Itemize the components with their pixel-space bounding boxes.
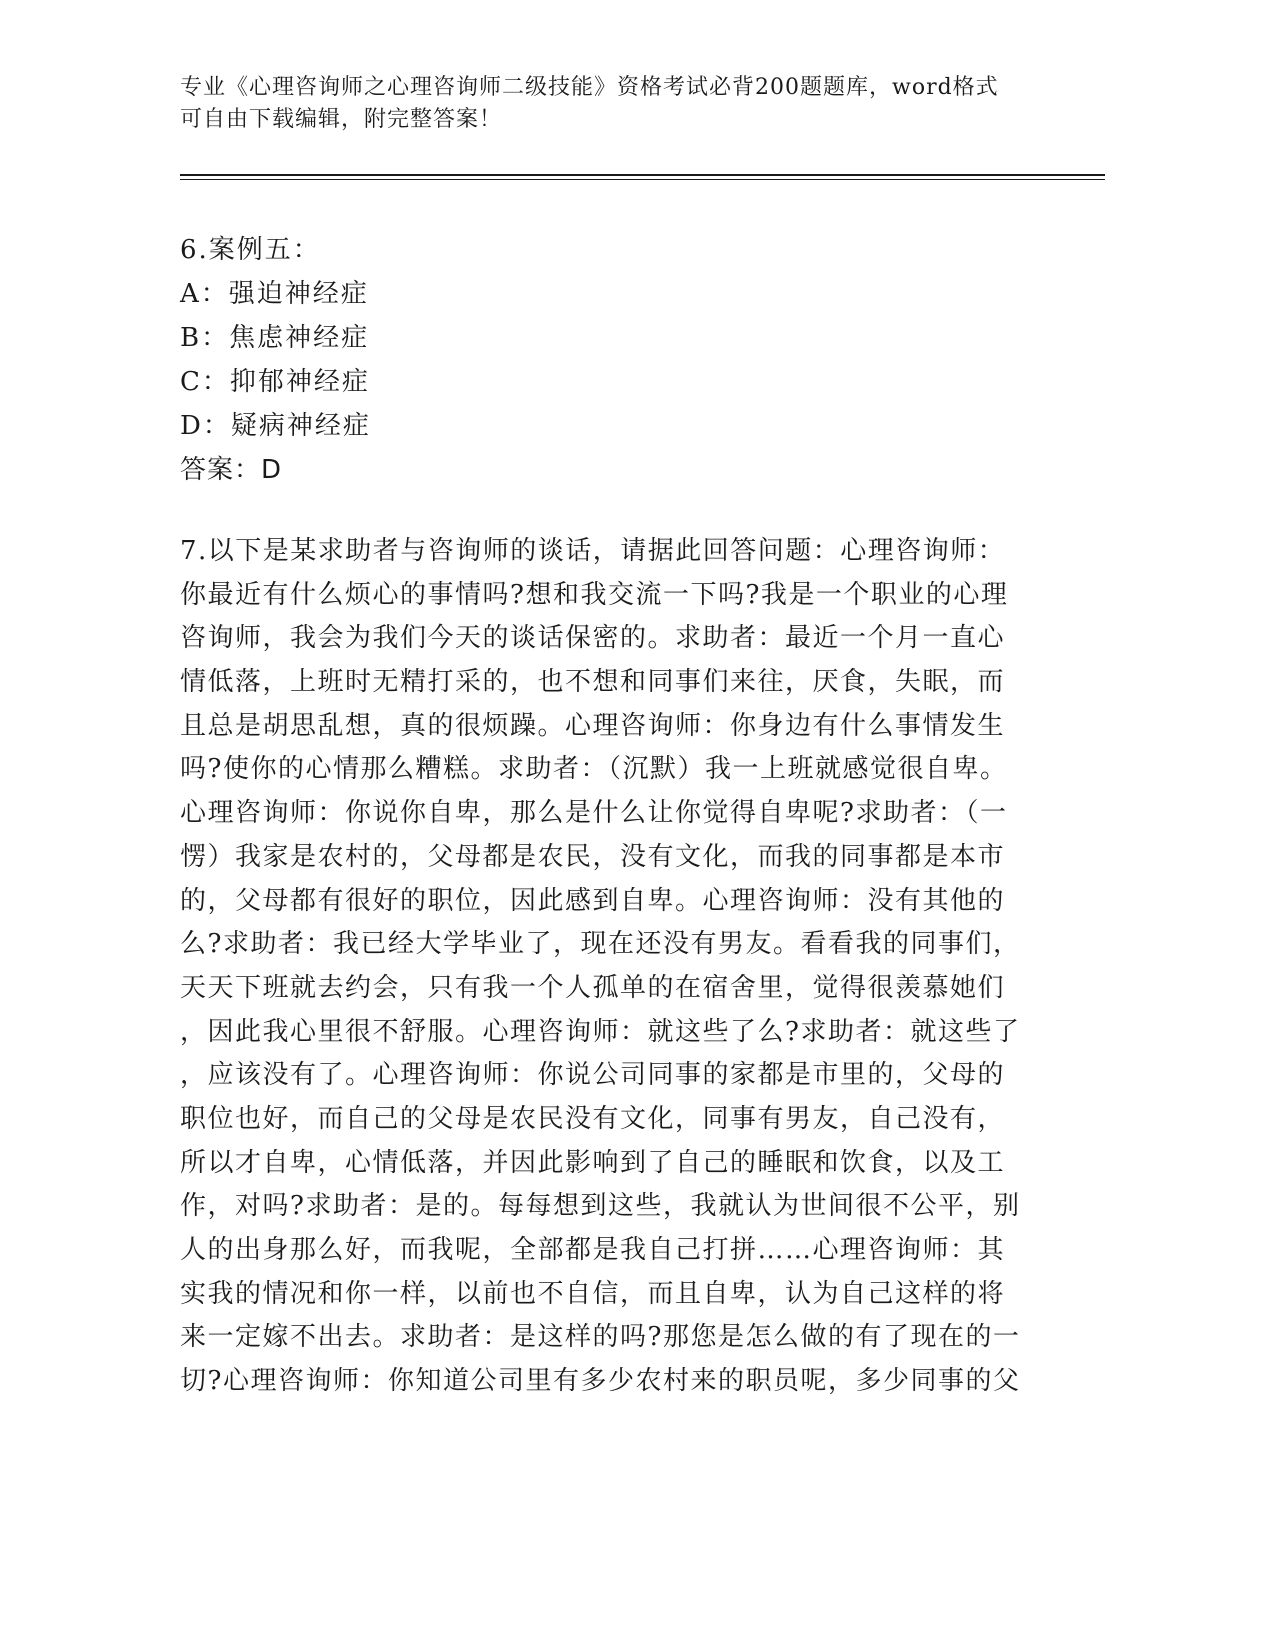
- question-7-line: 心理咨询师：你说你自卑，那么是什么让你觉得自卑呢?求助者：（一: [180, 798, 1008, 829]
- question-7-line: 吗?使你的心情那么糟糕。求助者：（沉默）我一上班就感觉很自卑。: [180, 754, 1008, 785]
- document-header: [180, 72, 1040, 136]
- question-6-option-b: B：焦虑神经症: [180, 323, 370, 353]
- header-title-line-2: 可自由下载编辑，附完整答案！: [180, 107, 503, 132]
- question-6-option-d: D：疑病神经症: [180, 411, 371, 441]
- question-7-line: 作，对吗?求助者：是的。每每想到这些，我就认为世间很不公平，别: [180, 1191, 1021, 1222]
- question-6: [180, 228, 1040, 492]
- question-7-line: 所以才自卑，心情低落，并因此影响到了自己的睡眠和饮食，以及工: [180, 1147, 1006, 1178]
- question-7-line: ，应该没有了。心理咨询师：你说公司同事的家都是市里的，父母的: [180, 1060, 1006, 1091]
- question-7-line: 情低落，上班时无精打采的，也不想和同事们来往，厌食，失眠，而: [180, 667, 1006, 698]
- question-7-line: 来一定嫁不出去。求助者：是这样的吗?那您是怎么做的有了现在的一: [180, 1322, 1021, 1353]
- question-7-line: 你最近有什么烦心的事情吗?想和我交流一下吗?我是一个职业的心理: [180, 579, 1009, 610]
- question-7-line: ，因此我心里很不舒服。心理咨询师：就这些了么?求助者：就这些了: [180, 1016, 1021, 1047]
- question-7-line: 切?心理咨询师：你知道公司里有多少农村来的职员呢，多少同事的父: [180, 1366, 1021, 1397]
- question-7-line: 7.以下是某求助者与咨询师的谈话，请据此回答问题：心理咨询师：: [180, 536, 1006, 566]
- question-7-line: 天天下班就去约会，只有我一个人孤单的在宿舍里，觉得很羡慕她们: [180, 972, 1006, 1003]
- question-6-option-a: A：强迫神经症: [180, 279, 369, 309]
- question-7: [180, 530, 1030, 1404]
- question-6-option-c: C：抑郁神经症: [180, 367, 370, 397]
- question-6-answer: 答案：D: [180, 455, 283, 485]
- header-divider: [180, 174, 1105, 176]
- question-7-line: 职位也好，而自己的父母是农民没有文化，同事有男友，自己没有，: [180, 1103, 1006, 1134]
- question-7-line: 的，父母都有很好的职位，因此感到自卑。心理咨询师：没有其他的: [180, 885, 1006, 916]
- question-6-stem: 6.案例五：: [180, 235, 321, 265]
- question-7-line: 人的出身那么好，而我呢，全部都是我自己打拼……心理咨询师：其: [180, 1235, 1006, 1265]
- header-title-line-1: 专业《心理咨询师之心理咨询师二级技能》资格考试必背200题题库，word格式: [180, 75, 999, 100]
- question-7-line: 愣）我家是农村的，父母都是农民，没有文化，而我的同事都是本市: [180, 841, 1006, 872]
- question-7-line: 咨询师，我会为我们今天的谈话保密的。求助者：最近一个月一直心: [180, 623, 1006, 654]
- header-divider-thin: [180, 179, 1105, 180]
- question-7-line: 实我的情况和你一样，以前也不自信，而且自卑，认为自己这样的将: [180, 1278, 1006, 1309]
- question-7-line: 么?求助者：我已经大学毕业了，现在还没有男友。看看我的同事们，: [180, 929, 1021, 960]
- question-7-line: 且总是胡思乱想，真的很烦躁。心理咨询师：你身边有什么事情发生: [180, 710, 1006, 741]
